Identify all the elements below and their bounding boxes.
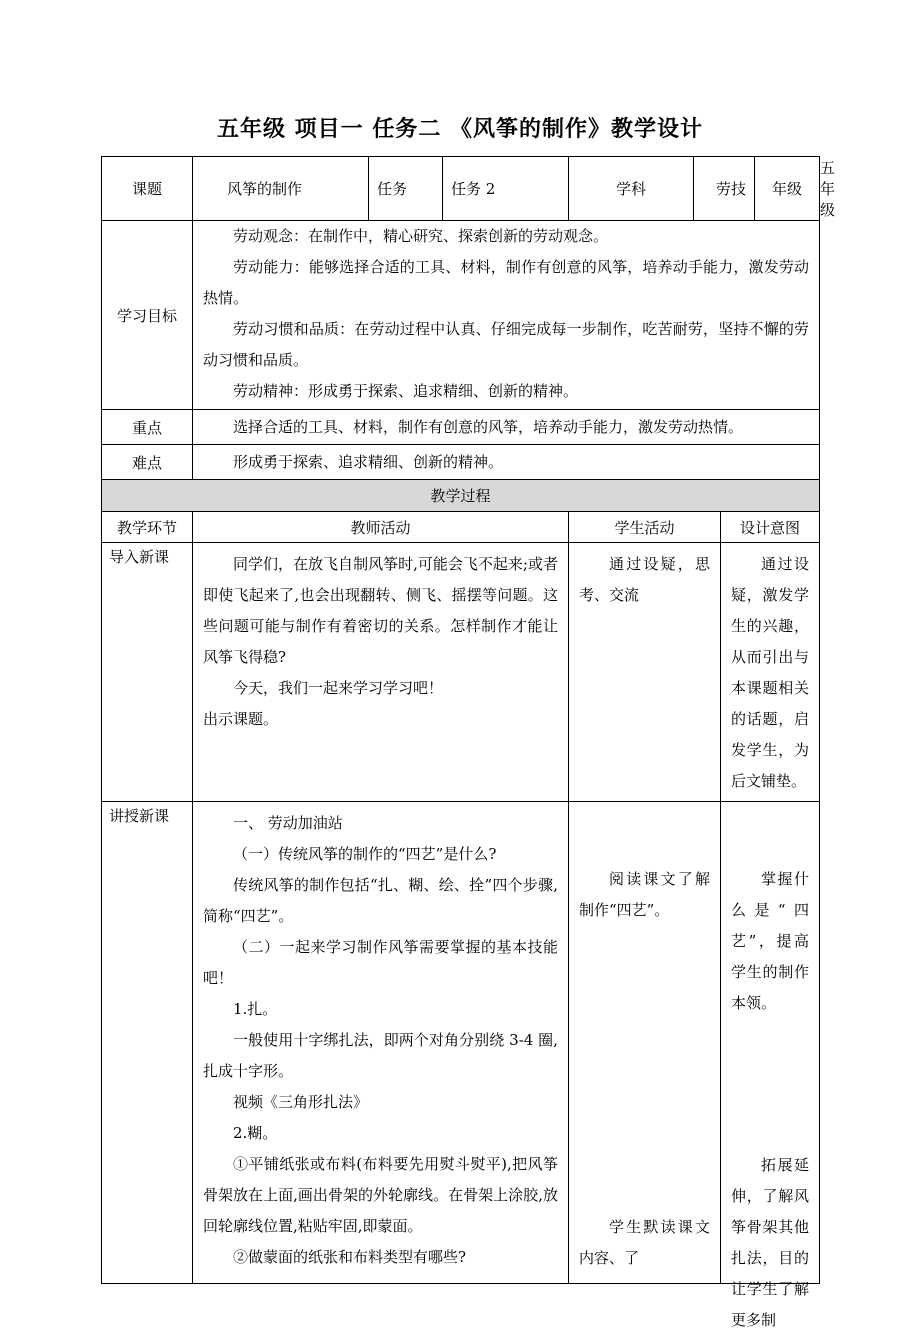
intro-student-text: 通过设疑，思考、交流 (579, 555, 711, 604)
subject-label: 学科 (569, 157, 694, 221)
teach-teacher-text: 1.扎。 (233, 1000, 278, 1018)
key-point-cell (193, 410, 820, 445)
difficulty-text: 形成勇于探索、追求精细、创新的精神。 (233, 452, 504, 471)
difficulty-row (102, 445, 820, 480)
intro-teacher-text: 同学们，在放飞自制风筝时,可能会飞不起来;或者即使飞起来了,也会出现翻转、侧飞、摇摆等问题。这些问题可能与制作有着密切的关系。怎样制作才能让风筝飞得稳? (203, 555, 558, 666)
teach-teacher-text: ②做蒙面的纸张和布料类型有哪些? (233, 1248, 467, 1266)
topic-value: 风筝的制作 (193, 157, 369, 221)
lesson-plan-table (101, 156, 836, 1329)
teach-teacher-text: 视频《三角形扎法》 (233, 1093, 369, 1111)
teach-teacher-text: 一般使用十字绑扎法，即两个对角分别绕 3-4 圈,扎成十字形。 (203, 1031, 558, 1080)
column-student: 学生活动 (569, 512, 721, 543)
teach-stage: 讲授新课 (102, 802, 193, 1284)
task-label: 任务 (369, 157, 443, 221)
page-title: 五年级 项目一 任务二 《风筝的制作》教学设计 (217, 117, 703, 142)
objective-item: 劳动观念：在制作中，精心研究、探索创新的劳动观念。 (233, 227, 609, 245)
teach-intent-text-2: 拓展延伸，了解风筝骨架其他扎法，目的让学生了解更多制 (731, 1156, 810, 1329)
info-row: 课题 风筝的制作 任务 任务 2 学科 劳技 年级 五年级 (102, 157, 820, 221)
objective-item: 劳动能力：能够选择合适的工具、材料，制作有创意的风筝，培养动手能力，激发劳动热情。 (203, 258, 810, 307)
process-header-row (102, 480, 820, 512)
teach-teacher-cell (193, 802, 569, 1284)
teach-student-text-1: 阅读课文了解制作“四艺”。 (579, 870, 711, 919)
objective-item: 劳动习惯和品质：在劳动过程中认真、仔细完成每一步制作，吃苦耐劳，坚持不懈的劳动习惯和品质。 (203, 320, 810, 369)
teach-row (102, 802, 820, 1284)
intro-teacher-cell (193, 543, 569, 802)
teach-teacher-text: 一、 劳动加油站 (233, 814, 343, 832)
objective-item: 劳动精神：形成勇于探索、追求精细、创新的精神。 (233, 382, 579, 400)
column-intent: 设计意图 (721, 512, 820, 543)
column-stage: 教学环节 (102, 512, 193, 543)
objectives-label: 学习目标 (102, 221, 193, 410)
intro-intent-cell (721, 543, 820, 802)
key-point-label: 重点 (102, 410, 193, 445)
intro-teacher-text: 出示课题。 (203, 710, 279, 728)
teach-intent-text-1: 掌握什么是“四艺”，提高学生的制作本领。 (731, 870, 810, 1012)
intro-intent-text: 通过设疑，激发学生的兴趣，从而引出与本课题相关的话题，启发学生，为后文铺垫。 (731, 555, 810, 790)
teach-intent-cell (721, 802, 820, 1329)
teach-teacher-text: 传统风筝的制作包括“扎、糊、绘、拴”四个步骤,简称“四艺”。 (203, 876, 558, 925)
teach-teacher-text: （二）一起来学习制作风筝需要掌握的基本技能吧！ (203, 938, 558, 987)
key-point-row (102, 410, 820, 445)
intro-student-cell (569, 543, 721, 802)
topic-label: 课题 (102, 157, 193, 221)
objectives-row (102, 221, 820, 410)
difficulty-label: 难点 (102, 445, 193, 480)
intro-stage: 导入新课 (102, 543, 193, 802)
subject-value: 劳技 (694, 157, 755, 221)
task-value: 任务 2 (443, 157, 569, 221)
teach-teacher-text: 2.糊。 (233, 1124, 278, 1142)
teach-student-text-2: 学生默读课文内容、了 (579, 1218, 711, 1267)
intro-row (102, 543, 820, 802)
teach-teacher-text: ①平铺纸张或布料(布料要先用熨斗熨平),把风筝骨架放在上面,画出骨架的外轮廓线。在骨架上涂胶,放回轮廓线位置,粘贴牢固,即蒙面。 (203, 1155, 558, 1235)
process-columns-row (102, 512, 820, 543)
teach-teacher-text: （一）传统风筝的制作的“四艺”是什么? (233, 845, 497, 863)
column-teacher: 教师活动 (193, 512, 569, 543)
difficulty-cell (193, 445, 820, 480)
objectives-cell (193, 221, 820, 410)
key-point-text: 选择合适的工具、材料，制作有创意的风筝，培养动手能力，激发劳动热情。 (233, 417, 744, 436)
intro-teacher-text: 今天，我们一起来学习学习吧！ (233, 679, 444, 697)
grade-label: 年级 (755, 157, 820, 221)
teach-student-cell (569, 802, 721, 1284)
process-header: 教学过程 (102, 480, 820, 512)
